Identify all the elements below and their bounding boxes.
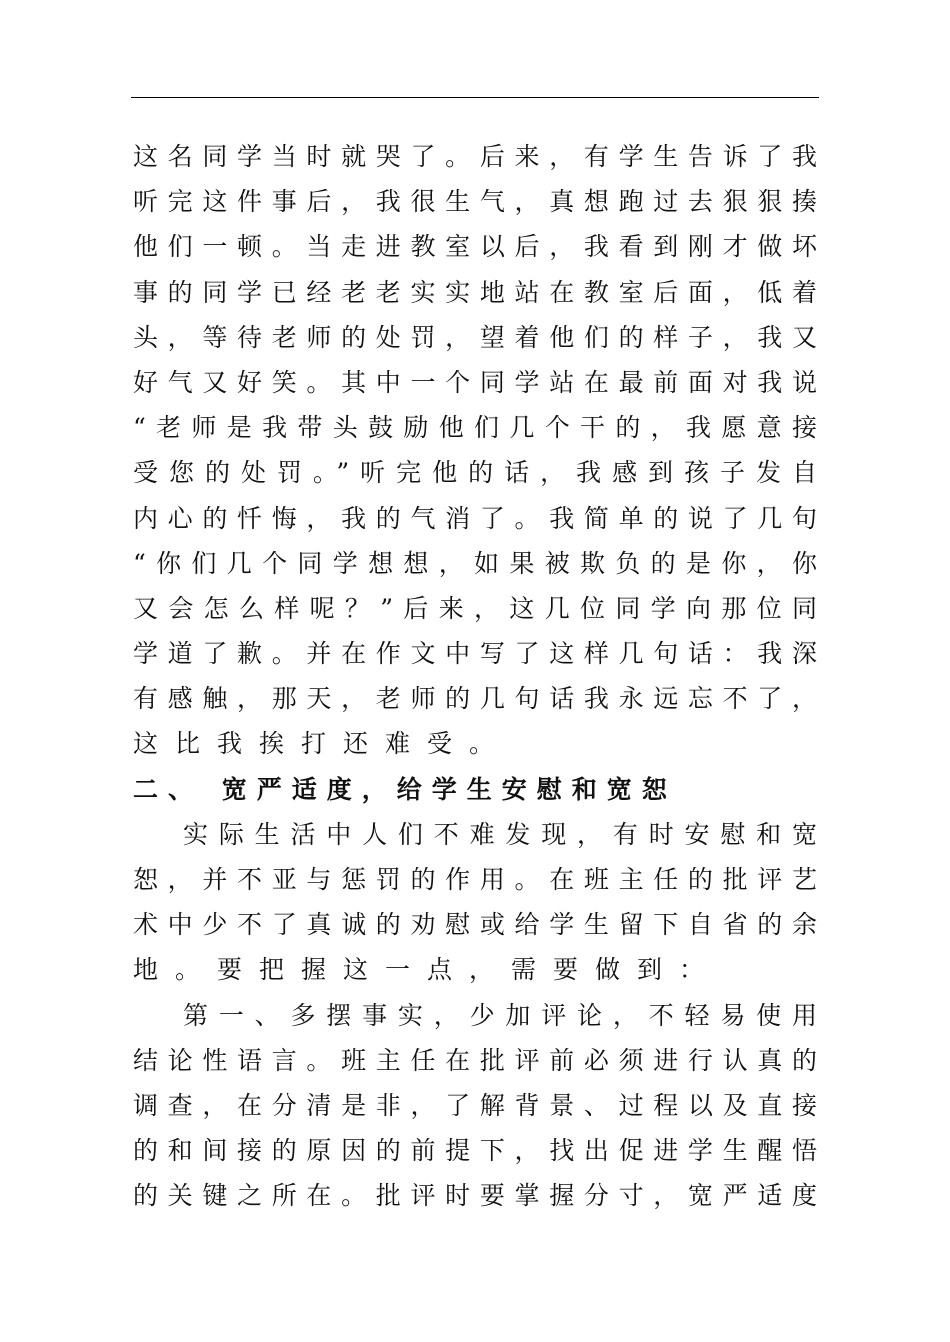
paragraph-point-one (133, 993, 817, 1219)
text-line: 术中少不了真诚的劝慰或给学生留下自省的余 (133, 910, 817, 940)
text-line: 地。要把握这一点，需要做到： (133, 955, 722, 985)
text-line: 的关键之所在。批评时要掌握分寸，宽严适度 (133, 1181, 817, 1211)
text-line: 听完这件事后，我很生气，真想跑过去狠狠揍 (133, 187, 817, 217)
document-body (133, 134, 817, 1219)
text-line: 有感触，那天，老师的几句话我永远忘不了， (133, 684, 817, 714)
text-line: 内心的忏悔，我的气消了。我简单的说了几句 (133, 503, 817, 533)
text-line: “老师是我带头鼓励他们几个干的，我愿意接 (133, 413, 817, 443)
text-line: 他们一顿。当走进教室以后，我看到刚才做坏 (133, 232, 817, 262)
text-line: 调查，在分清是非，了解背景、过程以及直接 (133, 1090, 817, 1120)
text-line: 受您的处罚。”听完他的话，我感到孩子发自 (133, 458, 817, 488)
text-line: 好气又好笑。其中一个同学站在最前面对我说 (133, 367, 817, 397)
text-line: 这比我挨打还难受。 (133, 729, 512, 759)
text-line: 这名同学当时就哭了。后来，有学生告诉了我 (133, 142, 817, 171)
text-line: 实际生活中人们不难发现，有时安慰和宽 (183, 819, 817, 849)
text-line: 第一、多摆事实，少加评论，不轻易使用 (183, 1000, 817, 1030)
text-line: 的和间接的原因的前提下，找出促进学生醒悟 (133, 1136, 817, 1166)
text-line: 事的同学已经老老实实地站在教室后面，低着 (133, 277, 817, 307)
text-line: 学道了歉。并在作文中写了这样几句话：我深 (133, 639, 817, 669)
header-rule (131, 97, 819, 98)
text-line: 头，等待老师的处罚，望着他们的样子，我又 (133, 322, 817, 352)
text-line: “你们几个同学想想，如果被欺负的是你，你 (133, 548, 817, 578)
text-line: 结论性语言。班主任在批评前必须进行认真的 (133, 1045, 817, 1075)
paragraph-story (133, 134, 817, 767)
paragraph-intro (133, 812, 817, 993)
section-heading: 二、 宽严适度，给学生安慰和宽恕 (133, 774, 677, 804)
text-line: 恕，并不亚与惩罚的作用。在班主任的批评艺 (133, 865, 817, 894)
text-line: 又会怎么样呢？”后来，这几位同学向那位同 (133, 593, 817, 623)
